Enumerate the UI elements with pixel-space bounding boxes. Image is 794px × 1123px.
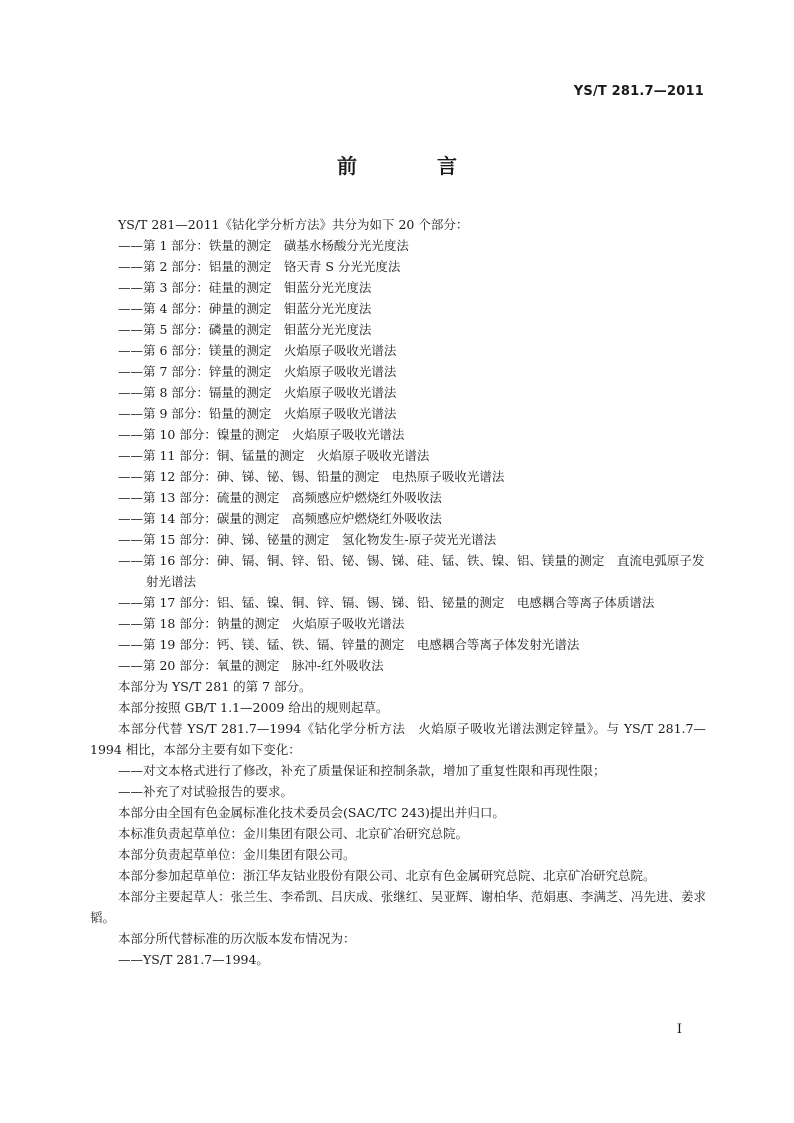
list-item: ——第 8 部分：镉量的测定 火焰原子吸收光谱法 — [118, 385, 397, 400]
list-item: ——第 7 部分：锌量的测定 火焰原子吸收光谱法 — [118, 364, 397, 379]
list-item: ——第 2 部分：铝量的测定 铬天青 S 分光光度法 — [118, 259, 401, 274]
part-of-paragraph: 本部分为 YS/T 281 的第 7 部分。 — [118, 679, 312, 694]
list-item: ——第 1 部分：铁量的测定 磺基水杨酸分光光度法 — [118, 238, 409, 253]
list-item: ——第 17 部分：铝、锰、镍、铜、锌、镉、锡、锑、铅、铋量的测定 电感耦合等离子体质谱法 — [118, 595, 655, 610]
page-title: 前 言 — [337, 154, 487, 178]
proposed-paragraph: 本部分由全国有色金属标准化技术委员会(SAC/TC 243)提出并归口。 — [118, 805, 505, 820]
list-item: ——第 12 部分：砷、锑、铋、锡、铅量的测定 电热原子吸收光谱法 — [118, 469, 505, 484]
list-item: ——第 14 部分：碳量的测定 高频感应炉燃烧红外吸收法 — [118, 511, 442, 526]
responsible-unit-paragraph-2: 本部分负责起草单位：金川集团有限公司。 — [118, 847, 356, 862]
list-item: ——第 6 部分：镁量的测定 火焰原子吸收光谱法 — [118, 343, 397, 358]
list-item: ——补充了对试验报告的要求。 — [118, 784, 294, 799]
list-item: ——对文本格式进行了修改，补充了质量保证和控制条款，增加了重复性限和再现性限； — [118, 763, 606, 778]
list-item: ——第 20 部分：氧量的测定 脉冲-红外吸收法 — [118, 658, 384, 673]
list-item: ——YS/T 281.7—1994。 — [118, 952, 269, 967]
participating-unit-paragraph: 本部分参加起草单位：浙江华友钴业股份有限公司、北京有色金属研究总院、北京矿冶研究总院。 — [118, 868, 656, 883]
page-number: I — [676, 1022, 682, 1037]
drafting-rule-paragraph: 本部分按照 GB/T 1.1—2009 给出的规则起草。 — [118, 700, 389, 715]
list-item: ——第 10 部分：镍量的测定 火焰原子吸收光谱法 — [118, 427, 405, 442]
list-item: ——第 9 部分：铅量的测定 火焰原子吸收光谱法 — [118, 406, 397, 421]
intro-paragraph: YS/T 281—2011《钴化学分析方法》共分为如下 20 个部分： — [118, 217, 469, 232]
list-item: ——第 15 部分：砷、锑、铋量的测定 氢化物发生-原子荧光光谱法 — [118, 532, 497, 547]
drafters-paragraph: 本部分主要起草人：张兰生、李希凯、吕庆成、张继红、吴亚辉、谢柏华、范娟惠、李满芝、冯先进、姜求韬。 — [90, 889, 706, 925]
doc-code-header: YS/T 281.7—2011 — [573, 84, 704, 99]
list-item: ——第 13 部分：硫量的测定 高频感应炉燃烧红外吸收法 — [118, 490, 442, 505]
responsible-unit-paragraph: 本标准负责起草单位：金川集团有限公司、北京矿冶研究总院。 — [118, 826, 469, 841]
list-item: ——第 4 部分：砷量的测定 钼蓝分光光度法 — [118, 301, 372, 316]
list-item: ——第 16 部分：砷、镉、铜、锌、铅、铋、锡、锑、硅、锰、铁、镍、铝、镁量的测定 直流电弧原子发射光谱法 — [118, 553, 705, 589]
history-paragraph: 本部分所代替标准的历次版本发布情况为： — [118, 931, 356, 946]
changes-list — [90, 760, 706, 802]
history-list — [90, 949, 706, 970]
replaces-paragraph: 本部分代替 YS/T 281.7—1994《钴化学分析方法 火焰原子吸收光谱法测定锌量》。与 YS/T 281.7—1994 相比，本部分主要有如下变化： — [90, 721, 706, 757]
parts-list — [90, 235, 706, 676]
foreword-body — [90, 214, 706, 970]
list-item: ——第 3 部分：硅量的测定 钼蓝分光光度法 — [118, 280, 372, 295]
list-item: ——第 11 部分：铜、锰量的测定 火焰原子吸收光谱法 — [118, 448, 430, 463]
list-item: ——第 5 部分：磷量的测定 钼蓝分光光度法 — [118, 322, 372, 337]
list-item: ——第 18 部分：钠量的测定 火焰原子吸收光谱法 — [118, 616, 405, 631]
list-item: ——第 19 部分：钙、镁、锰、铁、镉、锌量的测定 电感耦合等离子体发射光谱法 — [118, 637, 580, 652]
